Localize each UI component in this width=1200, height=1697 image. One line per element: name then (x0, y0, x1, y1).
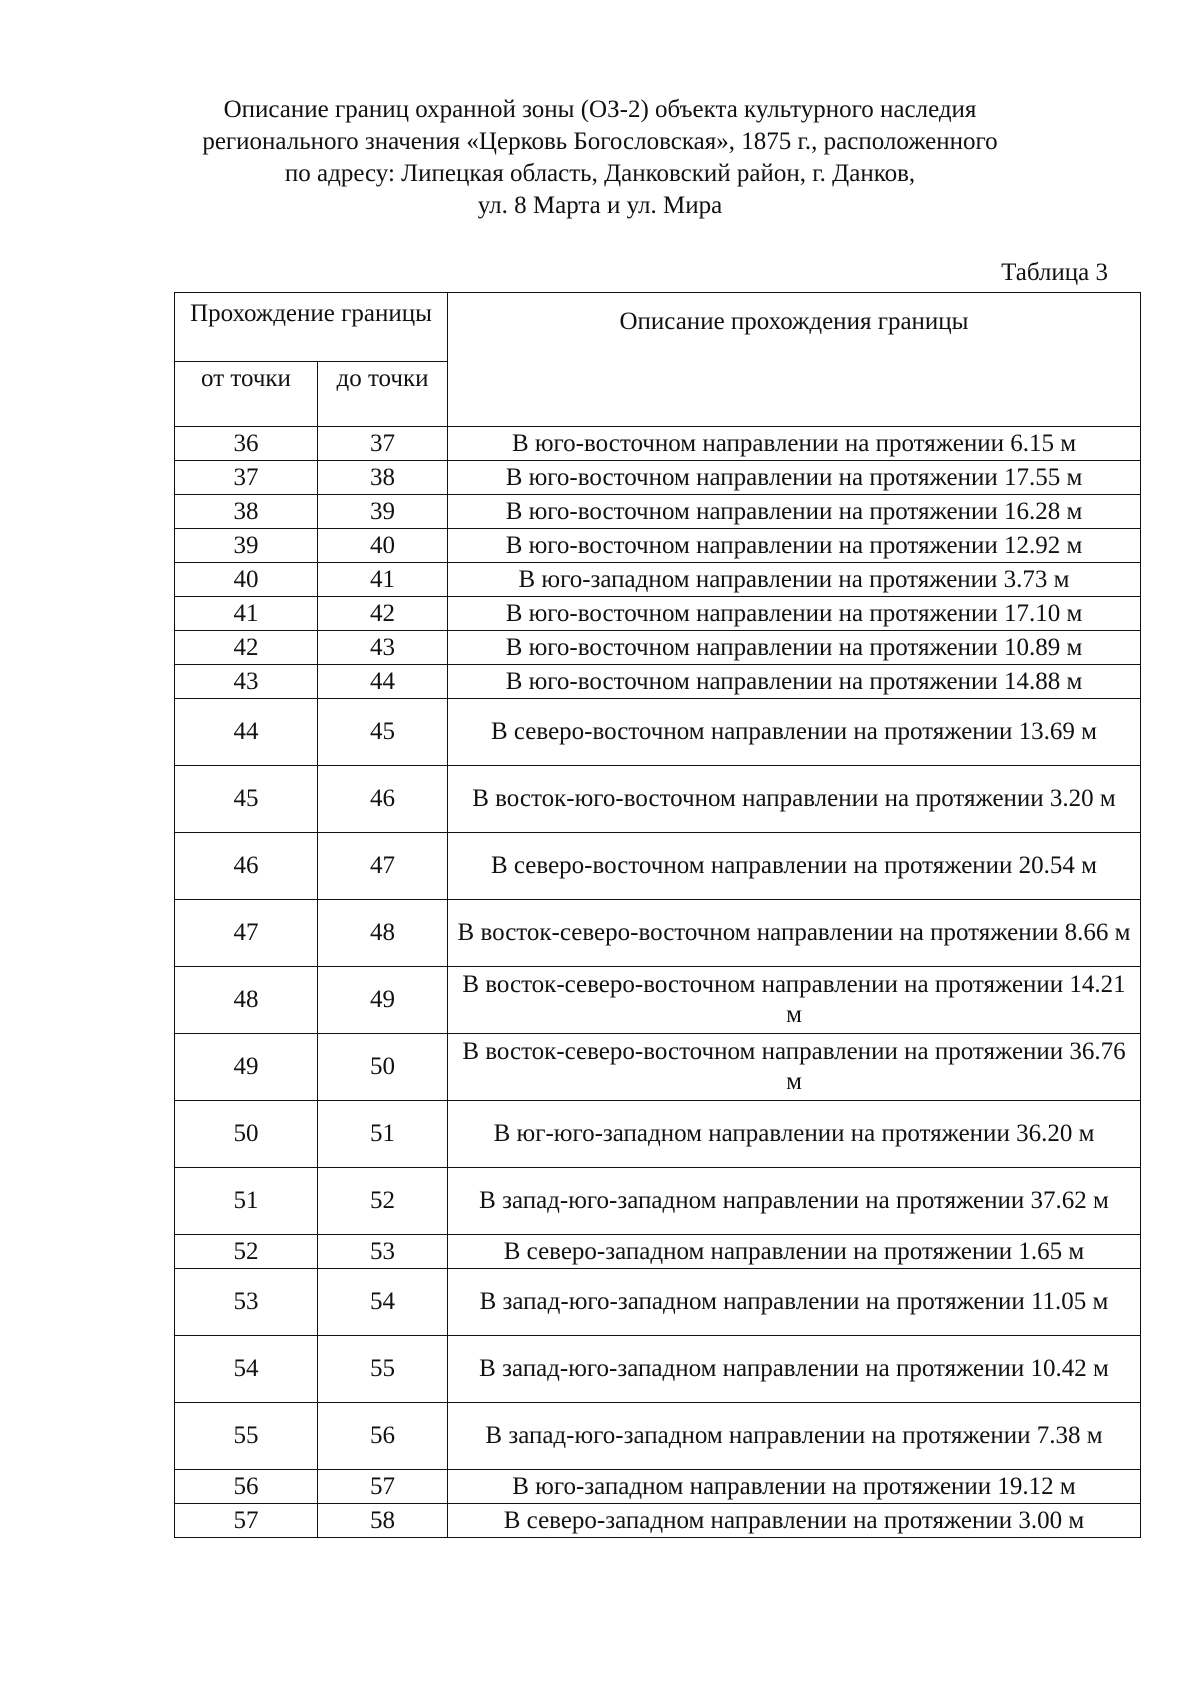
from-point-cell: 45 (175, 766, 318, 833)
table-row (175, 766, 1141, 833)
from-point-cell: 55 (175, 1403, 318, 1470)
table-row (175, 597, 1141, 631)
description-cell: В юго-восточном направлении на протяжении 17.55 м (448, 461, 1141, 495)
table-row (175, 529, 1141, 563)
table-row (175, 833, 1141, 900)
description-cell: В юго-восточном направлении на протяжении 14.88 м (448, 665, 1141, 699)
title-line: по адресу: Липецкая область, Данковский район, г. Данков, (284, 160, 916, 187)
table-label: Таблица 3 (1001, 259, 1108, 286)
from-point-cell: 39 (175, 529, 318, 563)
from-point-cell: 57 (175, 1504, 318, 1538)
table-row (175, 1403, 1141, 1470)
description-cell: В запад-юго-западном направлении на протяжении 37.62 м (448, 1168, 1141, 1235)
description-cell: В юг-юго-западном направлении на протяжении 36.20 м (448, 1101, 1141, 1168)
from-point-cell: 44 (175, 699, 318, 766)
to-point-cell: 39 (318, 495, 448, 529)
description-cell: В восток-северо-восточном направлении на протяжении 8.66 м (448, 900, 1141, 967)
description-cell: В северо-восточном направлении на протяжении 20.54 м (448, 833, 1141, 900)
to-point-cell: 43 (318, 631, 448, 665)
title-line: ул. 8 Марта и ул. Мира (477, 192, 723, 219)
to-point-cell: 56 (318, 1403, 448, 1470)
to-point-cell: 37 (318, 427, 448, 461)
description-cell: В юго-восточном направлении на протяжении 16.28 м (448, 495, 1141, 529)
to-point-cell: 42 (318, 597, 448, 631)
table-row (175, 427, 1141, 461)
table-row (175, 495, 1141, 529)
to-point-cell: 53 (318, 1235, 448, 1269)
description-cell: В запад-юго-западном направлении на протяжении 11.05 м (448, 1269, 1141, 1336)
from-point-cell: 38 (175, 495, 318, 529)
header-row (175, 293, 1141, 362)
description-cell: В юго-восточном направлении на протяжении 6.15 м (448, 427, 1141, 461)
to-point-cell: 45 (318, 699, 448, 766)
to-point-cell: 44 (318, 665, 448, 699)
to-point-cell: 40 (318, 529, 448, 563)
table-body (175, 427, 1141, 1538)
table-row (175, 631, 1141, 665)
header-to-point: до точки (318, 362, 448, 427)
description-cell: В северо-западном направлении на протяжении 1.65 м (448, 1235, 1141, 1269)
table-row (175, 1504, 1141, 1538)
to-point-cell: 49 (318, 967, 448, 1034)
header-description: Описание прохождения границы (448, 293, 1141, 427)
boundary-table (174, 292, 1141, 1538)
document-title (150, 94, 1050, 222)
to-point-cell: 46 (318, 766, 448, 833)
from-point-cell: 36 (175, 427, 318, 461)
description-cell: В юго-западном направлении на протяжении 19.12 м (448, 1470, 1141, 1504)
description-cell: В юго-западном направлении на протяжении 3.73 м (448, 563, 1141, 597)
description-cell: В восток-юго-восточном направлении на протяжении 3.20 м (448, 766, 1141, 833)
description-cell: В юго-восточном направлении на протяжении 10.89 м (448, 631, 1141, 665)
from-point-cell: 43 (175, 665, 318, 699)
to-point-cell: 58 (318, 1504, 448, 1538)
description-cell: В запад-юго-западном направлении на протяжении 7.38 м (448, 1403, 1141, 1470)
to-point-cell: 47 (318, 833, 448, 900)
table-row (175, 967, 1141, 1034)
from-point-cell: 56 (175, 1470, 318, 1504)
to-point-cell: 52 (318, 1168, 448, 1235)
to-point-cell: 51 (318, 1101, 448, 1168)
to-point-cell: 54 (318, 1269, 448, 1336)
table-row (175, 1168, 1141, 1235)
table-row (175, 1269, 1141, 1336)
from-point-cell: 49 (175, 1034, 318, 1101)
description-cell: В запад-юго-западном направлении на протяжении 10.42 м (448, 1336, 1141, 1403)
from-point-cell: 48 (175, 967, 318, 1034)
table-row (175, 1034, 1141, 1101)
from-point-cell: 46 (175, 833, 318, 900)
description-cell: В северо-западном направлении на протяжении 3.00 м (448, 1504, 1141, 1538)
table-row (175, 900, 1141, 967)
table-row (175, 1336, 1141, 1403)
from-point-cell: 42 (175, 631, 318, 665)
header-passage: Прохождение границы (175, 293, 448, 362)
table-row (175, 665, 1141, 699)
table-row (175, 1101, 1141, 1168)
from-point-cell: 41 (175, 597, 318, 631)
description-cell: В восток-северо-восточном направлении на протяжении 36.76 м (448, 1034, 1141, 1101)
table-row (175, 1235, 1141, 1269)
to-point-cell: 50 (318, 1034, 448, 1101)
table-row (175, 699, 1141, 766)
description-cell: В юго-восточном направлении на протяжении 17.10 м (448, 597, 1141, 631)
from-point-cell: 53 (175, 1269, 318, 1336)
title-line: Описание границ охранной зоны (ОЗ-2) объекта культурного наследия (223, 96, 977, 123)
from-point-cell: 54 (175, 1336, 318, 1403)
from-point-cell: 52 (175, 1235, 318, 1269)
from-point-cell: 50 (175, 1101, 318, 1168)
description-cell: В восток-северо-восточном направлении на протяжении 14.21 м (448, 967, 1141, 1034)
from-point-cell: 51 (175, 1168, 318, 1235)
table-row (175, 461, 1141, 495)
table-row (175, 563, 1141, 597)
title-line: регионального значения «Церковь Богословская», 1875 г., расположенного (202, 128, 998, 155)
description-cell: В северо-восточном направлении на протяжении 13.69 м (448, 699, 1141, 766)
to-point-cell: 48 (318, 900, 448, 967)
to-point-cell: 41 (318, 563, 448, 597)
from-point-cell: 47 (175, 900, 318, 967)
to-point-cell: 57 (318, 1470, 448, 1504)
from-point-cell: 40 (175, 563, 318, 597)
to-point-cell: 55 (318, 1336, 448, 1403)
to-point-cell: 38 (318, 461, 448, 495)
header-from-point: от точки (175, 362, 318, 427)
description-cell: В юго-восточном направлении на протяжении 12.92 м (448, 529, 1141, 563)
table-row (175, 1470, 1141, 1504)
from-point-cell: 37 (175, 461, 318, 495)
